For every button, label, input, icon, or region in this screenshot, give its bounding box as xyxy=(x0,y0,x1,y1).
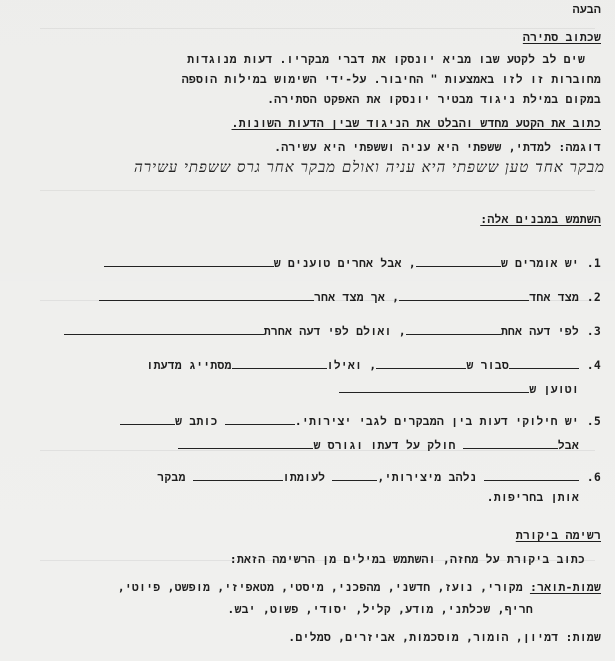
item-number: 1. xyxy=(586,256,601,270)
answer-blank[interactable] xyxy=(376,358,466,369)
item-number: 4. xyxy=(586,358,601,372)
nouns-line: שמות: דמיון, הומור, מוסכמות, אביזרים, סמלים. xyxy=(288,630,601,644)
answer-blank[interactable] xyxy=(399,290,529,301)
section-heading-rewrite: שכתוב סתירה xyxy=(522,30,601,44)
answer-blank[interactable] xyxy=(509,358,579,369)
paragraph-line-3: במקום במילת ניגוד מבטיר יונסקו את האפקט הסתירה. xyxy=(267,92,601,106)
paragraph-line-2: מחוברות זו לזו באמצעות " החיבור. על-ידי השימוש במילות הוספה xyxy=(181,72,601,86)
answer-blank[interactable] xyxy=(339,382,529,393)
review-instruction: כתוב ביקורת על מחזה, והשתמש במילים מן הרשימה הזאת: xyxy=(229,552,585,566)
exercise-item-5-cont: אבל חולק על דעתו וגורס ש xyxy=(14,438,579,452)
exercise-item-4: 4.סבור ש, ואילומסתייג מדעתו xyxy=(146,358,601,372)
answer-blank[interactable] xyxy=(99,290,314,301)
nouns-label: שמות: xyxy=(565,630,601,644)
answer-blank[interactable] xyxy=(178,438,313,449)
exercise-item-1: 1.יש אומרים ש, אבל אחרים טוענים ש xyxy=(14,256,601,270)
exercise-item-3: 3.לפי דעה אחת, ואולם לפי דעה אחרת xyxy=(14,324,601,338)
adjectives-line: שמות-תואר: מקורי, נועז, חדשני, מהפכני, מיסטי, מטאפיזי, מופשט, פיוטי, xyxy=(117,580,601,594)
answer-blank[interactable] xyxy=(484,470,579,481)
answer-blank[interactable] xyxy=(463,438,558,449)
answer-blank[interactable] xyxy=(193,470,283,481)
answer-blank[interactable] xyxy=(232,358,327,369)
task-instruction: כתוב את הקטע מחדש והבלט את הניגוד שבין הדעות השונות. xyxy=(231,116,601,130)
section-heading-structures: השתמש במבנים אלה: xyxy=(480,212,601,226)
answer-blank[interactable] xyxy=(332,470,377,481)
item-number: 2. xyxy=(586,290,601,304)
item-number: 6. xyxy=(586,470,601,484)
answer-blank[interactable] xyxy=(416,256,501,267)
adjectives-line-2: חריף, שכלתני, מודע, קליל, יסודי, פשוט, יבש. xyxy=(227,602,533,616)
adjectives-label: שמות-תואר: xyxy=(529,580,601,594)
exercise-item-4-cont: וטוען ש xyxy=(14,382,579,396)
exercise-item-6: 6. נלהב מיצירותי, לעומתו מבקר xyxy=(157,470,601,484)
paragraph-line-1: שים לב לקטע שבו מביא יונסקו את דברי מבקריו. דעות מנוגדות xyxy=(187,52,585,66)
exercise-item-2: 2.מצד אחד, אך מצד אחר xyxy=(14,290,601,304)
answer-blank[interactable] xyxy=(120,414,175,425)
answer-blank[interactable] xyxy=(406,324,501,335)
answer-blank[interactable] xyxy=(104,256,274,267)
top-heading: הבעה xyxy=(572,2,601,16)
item-number: 5. xyxy=(586,414,601,428)
answer-blank[interactable] xyxy=(225,414,295,425)
exercise-item-5: 5.יש חילוקי דעות בין המבקרים לגבי יצירותי. כותב ש xyxy=(14,414,601,428)
section-heading-review: רשימה ביקורת xyxy=(515,528,601,542)
exercise-item-6-cont: אותן בחריפות. xyxy=(486,490,579,504)
item-number: 3. xyxy=(586,324,601,338)
handwritten-answer: מבקר אחד טען ששפתי היא עניה ואולם מבקר אחר גרס ששפתי עשירה xyxy=(134,158,605,176)
answer-blank[interactable] xyxy=(64,324,264,335)
example-line: דוגמה: למדתי, ששפתי היא עניה וששפתי היא עשירה. xyxy=(274,140,601,154)
